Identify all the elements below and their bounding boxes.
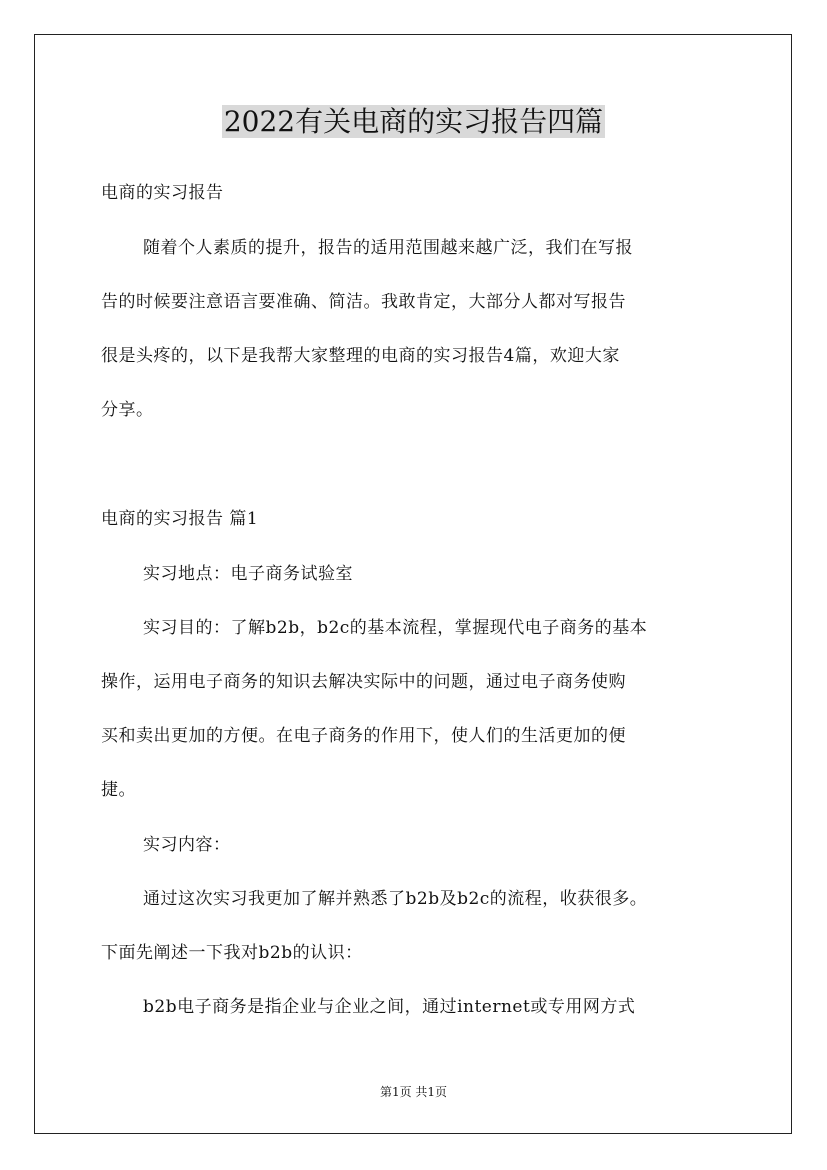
part1-heading: 电商的实习报告 篇1 xyxy=(101,509,259,529)
intro-line-4: 分享。 xyxy=(101,400,154,420)
content-line-1: 通过这次实习我更加了解并熟悉了b2b及b2c的流程，收获很多。 xyxy=(143,889,648,909)
purpose-line-2: 操作，运用电子商务的知识去解决实际中的问题，通过电子商务使购 xyxy=(101,672,626,692)
b2b-definition-line: b2b电子商务是指企业与企业之间，通过internet或专用网方式 xyxy=(143,997,636,1017)
purpose-line-4: 捷。 xyxy=(101,780,136,800)
intro-line-1: 随着个人素质的提升，报告的适用范围越来越广泛，我们在写报 xyxy=(143,238,633,258)
location-line: 实习地点：电子商务试验室 xyxy=(143,564,353,584)
content-label: 实习内容： xyxy=(143,835,231,855)
content-line-2: 下面先阐述一下我对b2b的认识： xyxy=(101,943,363,963)
page-footer: 第1页 共1页 xyxy=(379,1085,448,1099)
intro-line-3: 很是头疼的，以下是我帮大家整理的电商的实习报告4篇，欢迎大家 xyxy=(101,346,620,366)
section-heading: 电商的实习报告 xyxy=(101,183,224,203)
purpose-line-3: 买和卖出更加的方便。在电子商务的作用下，使人们的生活更加的便 xyxy=(101,726,626,746)
purpose-line-1: 实习目的：了解b2b，b2c的基本流程，掌握现代电子商务的基本 xyxy=(143,618,648,638)
intro-line-2: 告的时候要注意语言要准确、简洁。我敢肯定，大部分人都对写报告 xyxy=(101,292,626,312)
document-title xyxy=(0,102,827,142)
document-title-text: 2022有关电商的实习报告四篇 xyxy=(223,105,604,138)
